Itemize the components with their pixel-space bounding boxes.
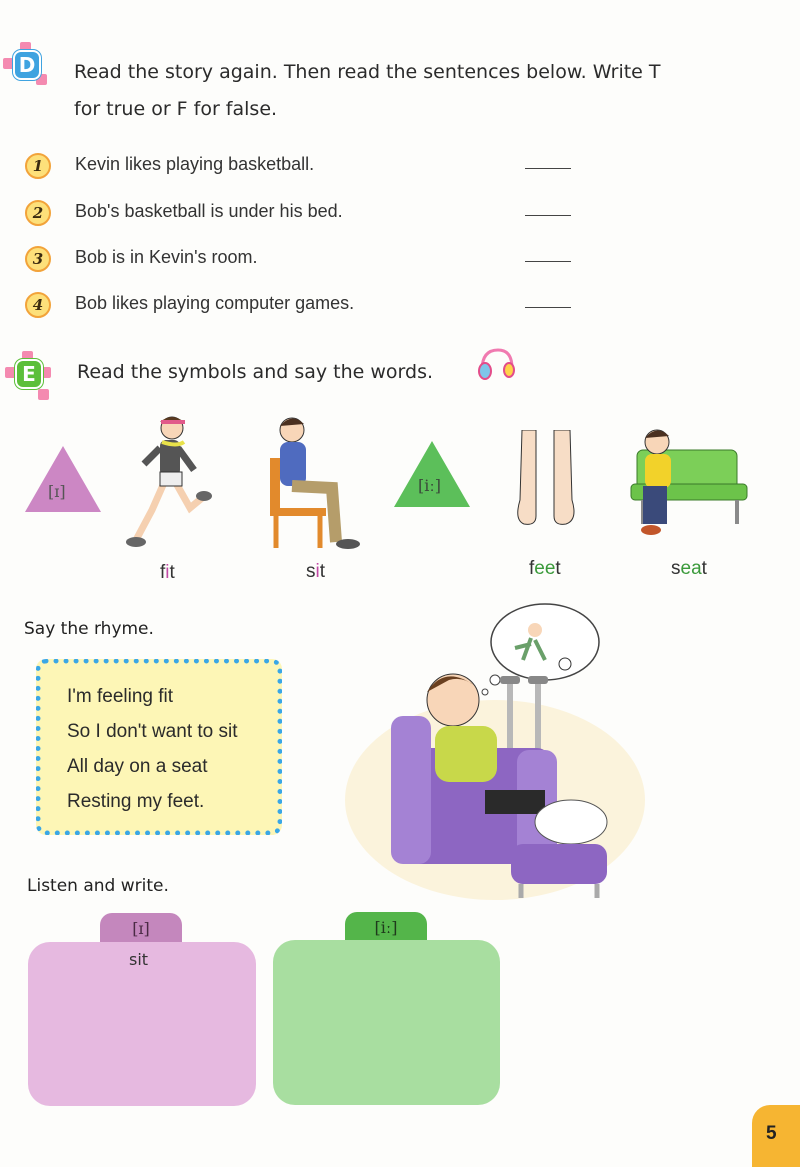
rhyme-line-4: Resting my feet. [67,791,205,812]
word-feet-end: t [555,558,561,579]
rhyme-line-2: So I don't want to sit [67,721,238,742]
answer-blank-1[interactable] [525,168,571,169]
statement-1: Kevin likes playing basketball. [75,154,315,174]
word-fit-end: t [169,562,175,583]
statement-4: Bob likes playing computer games. [75,293,355,313]
long-i-triangle [392,439,472,509]
word-sit-end: t [319,561,326,582]
item-number-3: 3 [25,246,51,272]
short-i-symbol: [ɪ] [48,482,66,501]
long-i-write-tab [345,912,427,942]
word-seat [671,558,707,580]
section-d-letter: D [15,52,39,78]
section-e-badge [8,353,48,393]
long-i-symbol: [iː] [418,476,441,495]
page-number-badge [752,1105,800,1167]
item-number-1: 1 [25,153,51,179]
long-i-write-symbol: [iː] [374,917,398,937]
word-fit-vowel: i [165,562,170,583]
section-d-instruction-2: for true or F for false. [74,98,278,120]
long-i-write-panel[interactable] [273,940,500,1105]
answer-blank-2[interactable] [525,215,571,216]
short-i-write-tab [100,913,182,943]
word-seat-start: s [671,558,681,579]
section-e-instruction: Read the symbols and say the words. [77,361,434,383]
word-fit [160,562,175,584]
word-seat-end: t [701,558,707,579]
runner-illustration [122,412,212,552]
item-number-2: 2 [25,200,51,226]
page-number: 5 [766,1123,777,1144]
word-feet [529,558,561,580]
word-seat-vowel: ea [680,558,702,579]
answer-blank-4[interactable] [525,307,571,308]
short-i-write-symbol: [ɪ] [132,918,150,938]
rhyme-line-1: I'm feeling fit [67,686,174,707]
item-number-4: 4 [25,292,51,318]
section-e-letter: E [17,361,41,387]
answer-blank-3[interactable] [525,261,571,262]
rhyme-box [36,659,282,835]
word-fit-start: f [160,562,166,583]
boy-on-bench-illustration [625,424,750,544]
section-d-instruction-1: Read the story again. Then read the sentences below. Write T [74,61,661,83]
short-i-write-example: sit [129,950,149,969]
headphones-icon [476,346,516,384]
rhyme-line-3: All day on a seat [67,756,208,777]
statement-3: Bob is in Kevin's room. [75,247,258,267]
feet-illustration [506,430,586,530]
injured-boy-illustration [345,600,645,905]
word-feet-vowel: ee [534,558,556,579]
short-i-triangle [23,444,103,514]
word-feet-start: f [529,558,535,579]
word-sit-vowel: i [315,561,320,582]
listen-write-heading: Listen and write. [27,876,169,896]
statement-2: Bob's basketball is under his bed. [75,201,343,221]
word-sit-start: s [306,561,316,582]
section-d-badge [6,44,46,84]
sitting-boy-illustration [266,412,366,552]
word-sit [306,561,325,583]
say-rhyme-heading: Say the rhyme. [24,619,154,639]
